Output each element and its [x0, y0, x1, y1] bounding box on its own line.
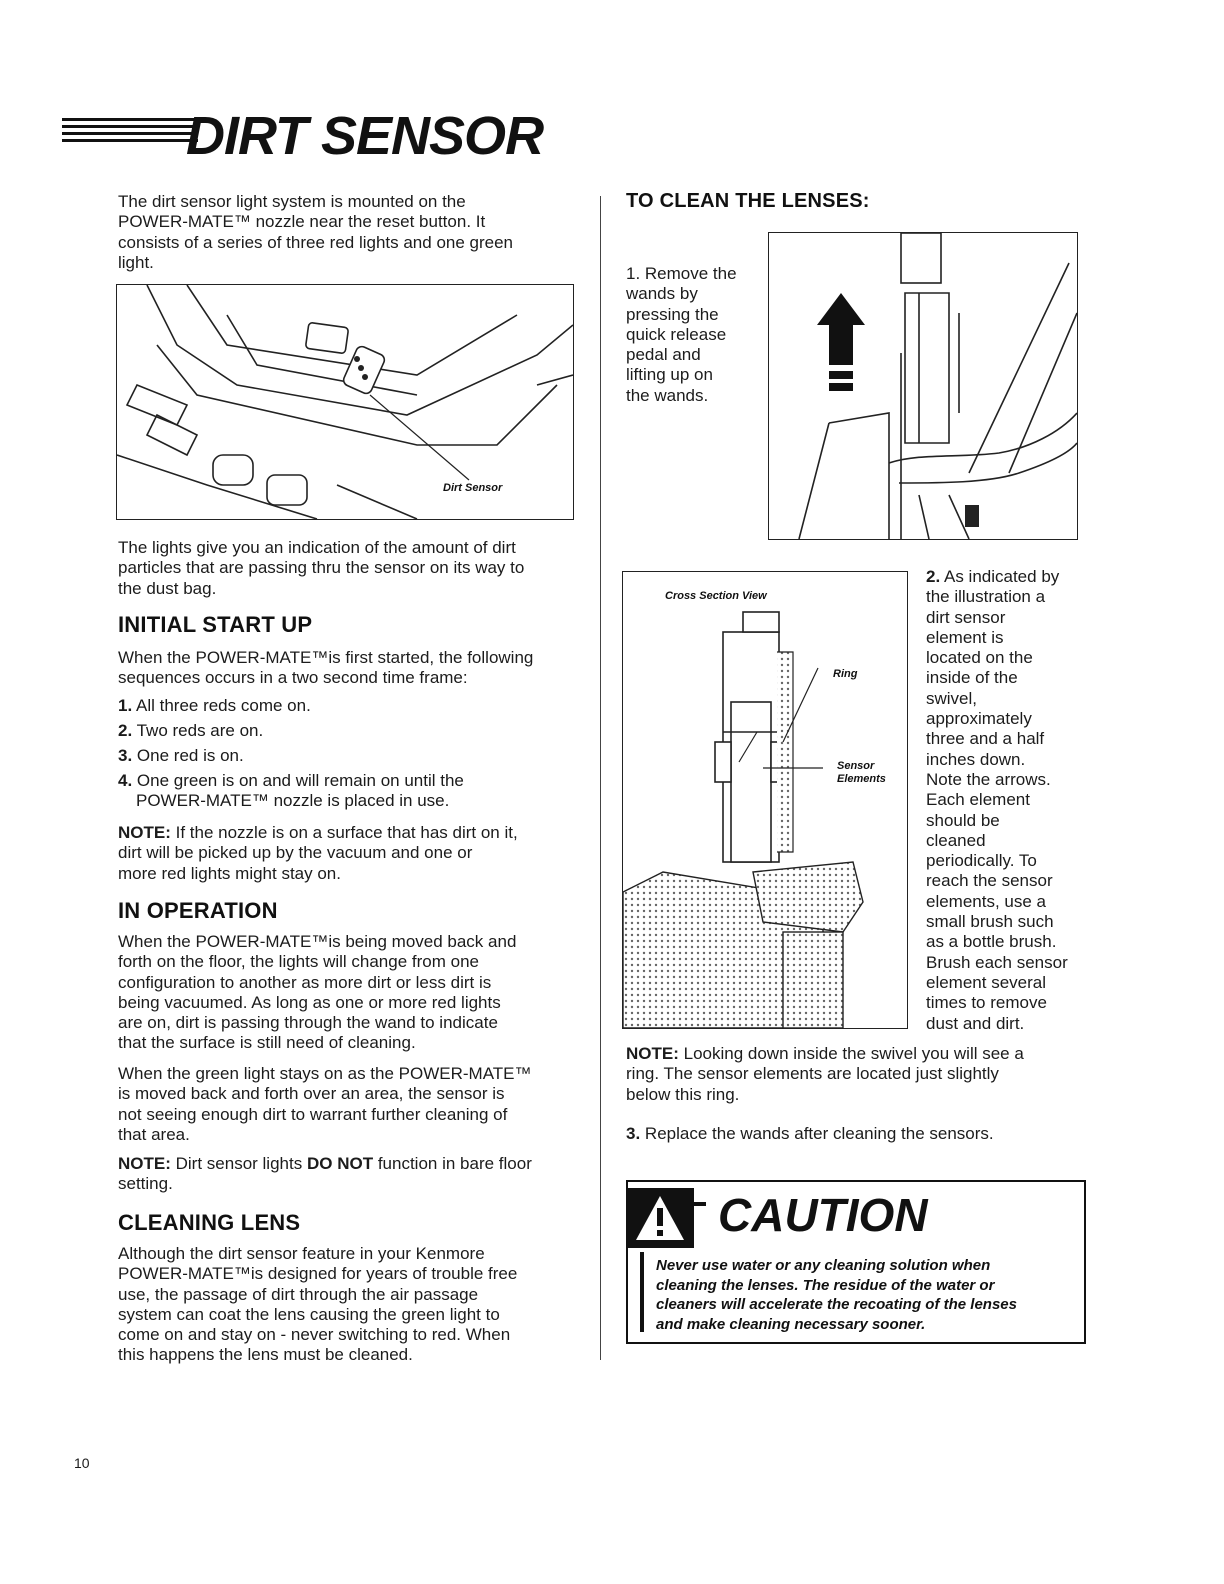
- to-clean-heading: TO CLEAN THE LENSES:: [626, 190, 870, 212]
- step-3-text: 3. Replace the wands after cleaning the sensors.: [626, 1124, 994, 1143]
- step-1-text: 1. Remove the wands by pressing the quick release pedal and lifting up on the wands.: [626, 264, 737, 405]
- initial-start-up-heading: INITIAL START UP: [118, 612, 313, 637]
- caution-rule: [694, 1202, 706, 1206]
- list-item-continued: POWER-MATE™ nozzle is placed in use.: [136, 791, 450, 810]
- lenses-note: NOTE: Looking down inside the swivel you will see a ring. The sensor elements are located just slightly below this ring.: [626, 1044, 1024, 1104]
- in-operation-note: NOTE: Dirt sensor lights DO NOT function in bare floor setting.: [118, 1154, 532, 1194]
- list-item: 2. Two reds are on.: [118, 721, 264, 740]
- intro-paragraph: The dirt sensor light system is mounted on the POWER-MATE™ nozzle near the reset button. It consists of a series of three red lights and one green light.: [118, 192, 514, 272]
- caution-text: Never use water or any cleaning solution when cleaning the lenses. The residue of the water or cleaners will accelerate the recoating of the lenses and make cleaning necessary sooner.: [656, 1257, 1017, 1333]
- column-divider: [600, 196, 601, 1360]
- in-operation-paragraph-1: When the POWER-MATE™is being moved back and forth on the floor, the lights will change from one configuration to another as more dirt or less dirt is being vacuumed. As long as one or more red lights are on, dirt is passing through the wand to indicate that the surface is still need of cleaning.: [118, 932, 517, 1053]
- list-item: 1. All three reds come on.: [118, 696, 311, 715]
- caution-box: [626, 1180, 1086, 1344]
- step-2-text: 2. As indicated by the illustration a dirt sensor element is located on the inside of the swivel, approximately three and a half inches down. Note the arrows. Each element should be cleaned periodically. To reach the sensor elements, use a small brush such as a bottle brush. Brush each sensor element several times to remove dust and dirt.: [926, 567, 1068, 1033]
- page-title: DIRT SENSOR: [186, 106, 544, 166]
- dirt-sensor-label: Dirt Sensor: [443, 482, 503, 494]
- initial-start-up-intro: When the POWER-MATE™is first started, the following sequences occurs in a two second time frame:: [118, 648, 534, 688]
- remove-wands-illustration: [768, 232, 1078, 540]
- ring-label: Ring: [833, 668, 858, 680]
- caution-title: CAUTION: [718, 1189, 928, 1241]
- initial-start-up-note: NOTE: If the nozzle is on a surface that has dirt on it, dirt will be picked up by the vacuum and one or more red lights might stay on.: [118, 823, 518, 883]
- cleaning-lens-paragraph: Although the dirt sensor feature in your Kenmore POWER-MATE™is designed for years of trouble free use, the passage of dirt through the air passage system can coat the lens causing the green light to come on and stay on - never switching to red. When this happens the lens must be cleaned.: [118, 1244, 518, 1365]
- in-operation-paragraph-2: When the green light stays on as the POWER-MATE™ is moved back and forth over an area, the sensor is not seeing enough dirt to warrant further cleaning of that area.: [118, 1064, 532, 1144]
- page-number: 10: [74, 1455, 90, 1471]
- caution-side-bar: [640, 1252, 644, 1332]
- in-operation-heading: IN OPERATION: [118, 898, 278, 923]
- warning-icon: [626, 1188, 694, 1248]
- sensor-elements-label: Sensor Elements: [837, 760, 886, 785]
- cross-section-label: Cross Section View: [665, 590, 767, 602]
- cleaning-lens-heading: CLEANING LENS: [118, 1210, 301, 1235]
- nozzle-illustration: [116, 284, 574, 520]
- cross-section-illustration: [622, 571, 908, 1029]
- list-item: 3. One red is on.: [118, 746, 244, 765]
- list-item: 4. One green is on and will remain on until the: [118, 771, 464, 790]
- title-rule-icon: [62, 118, 198, 154]
- lights-paragraph: The lights give you an indication of the amount of dirt particles that are passing thru the sensor on its way to the dust bag.: [118, 538, 525, 598]
